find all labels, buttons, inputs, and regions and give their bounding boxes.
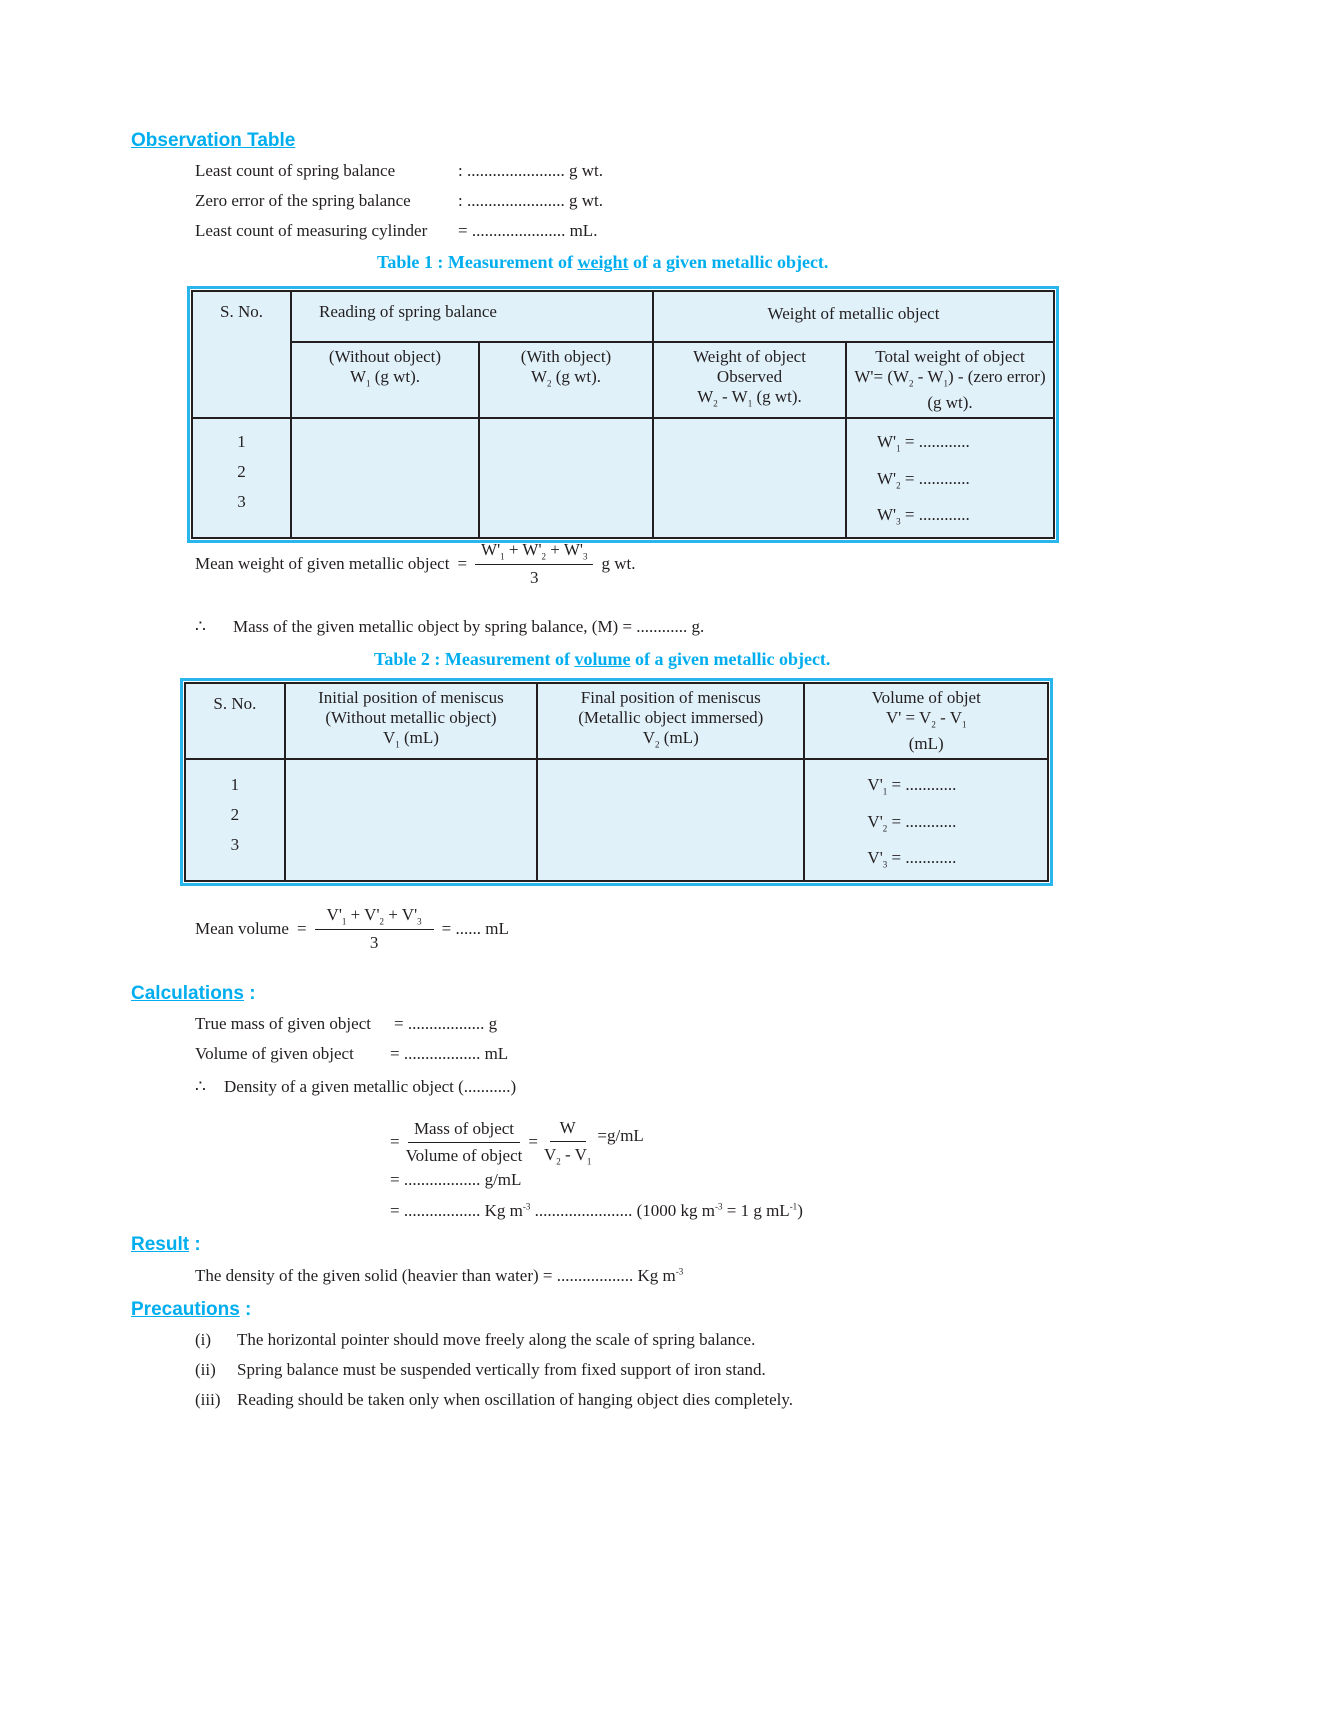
t: -3 (522, 1201, 531, 1212)
t: (Metallic object immersed) (578, 708, 764, 727)
header-initial (285, 683, 537, 759)
t: : (239, 1299, 252, 1320)
therefore-symbol: ∴ (195, 617, 206, 636)
t: 1 (896, 443, 901, 454)
header-volume (804, 683, 1048, 759)
observation-heading (131, 130, 295, 152)
t (867, 807, 1047, 843)
fraction (475, 540, 593, 588)
mean-weight (195, 540, 635, 588)
t: 3 (417, 916, 422, 927)
t: -3 (675, 1266, 684, 1277)
calculations-heading (131, 983, 256, 1005)
t (877, 500, 1053, 536)
t (544, 1142, 591, 1166)
t: ) - (zero error) (947, 367, 1046, 386)
t: 1 (586, 1156, 592, 1167)
t: V' (867, 811, 883, 831)
volume-results (804, 759, 1048, 880)
t: (g wt). (551, 367, 602, 386)
t: W (550, 1118, 586, 1142)
t: = ............ (900, 432, 970, 452)
empty-cell (537, 759, 804, 880)
t: ) (797, 1201, 803, 1220)
t (475, 540, 593, 565)
mean-volume (195, 905, 509, 953)
t: - V (935, 708, 962, 727)
t: 2 (541, 551, 547, 562)
t: W' (481, 540, 501, 559)
calc-value-0: = .................. g (394, 1014, 498, 1033)
t: - W (717, 387, 748, 406)
t (877, 464, 1053, 500)
header-with-object (479, 342, 653, 418)
t: -3 (714, 1201, 723, 1212)
t: 2 (909, 378, 914, 389)
t: 2 (882, 823, 888, 834)
t (294, 367, 476, 393)
caption-underlined: weight (577, 252, 629, 272)
t: Weight of object (693, 347, 806, 366)
density-formula (390, 1118, 644, 1166)
t (482, 367, 650, 393)
empty-cell (285, 759, 537, 880)
t (849, 367, 1051, 393)
table2 (180, 678, 1053, 886)
t: 3 (369, 933, 379, 953)
t: = ............ (887, 811, 957, 831)
obs-label-1: Zero error of the spring balance (195, 191, 411, 210)
t: Result (131, 1234, 190, 1255)
t: V (642, 728, 656, 747)
mass-line: Mass of the given metallic object by spring balance, (M) = ............ g. (233, 617, 705, 636)
t: = (528, 1132, 538, 1152)
t: 1 (365, 378, 371, 389)
t (877, 427, 1053, 463)
t: 1 (237, 432, 246, 452)
t: (g wt). (370, 367, 421, 386)
precaution-num: (iii) (195, 1390, 221, 1409)
t: Mean volume (195, 919, 289, 939)
calc-value-1: = .................. mL (390, 1044, 509, 1063)
heading-text: Observation Table (131, 130, 296, 151)
t: The density of the given solid (heavier than water) = .................. Kg m (195, 1266, 676, 1285)
t: Initial position of meniscus (318, 688, 504, 707)
t (867, 770, 1047, 806)
t: V' (867, 775, 883, 795)
result-text (195, 1266, 683, 1286)
precautions-heading (131, 1299, 251, 1321)
t: (g wt). (752, 387, 802, 406)
t: 1 (961, 719, 967, 730)
fraction (406, 1119, 523, 1166)
t: W (530, 367, 547, 386)
t: 2 (896, 480, 901, 491)
therefore-symbol: ∴ (195, 1077, 206, 1096)
fraction (544, 1118, 591, 1166)
t: = (390, 1132, 400, 1152)
precaution-text: Spring balance must be suspended vertically from fixed support of iron stand. (237, 1360, 766, 1379)
t: V' = V (885, 708, 932, 727)
t: of a given metallic object. (630, 649, 831, 669)
t: (mL) (399, 728, 439, 747)
precaution-text: The horizontal pointer should move freely along the scale of spring balance. (237, 1330, 756, 1349)
t (315, 905, 434, 930)
fraction (315, 905, 434, 953)
obs-label-2: Least count of measuring cylinder (195, 221, 428, 240)
obs-value-2: = ...................... mL. (458, 221, 598, 240)
caption-text: of a given metallic object. (628, 252, 829, 272)
t: Volume of objet (871, 688, 981, 707)
table1 (187, 286, 1059, 543)
t: - V (560, 1145, 587, 1164)
t: : (243, 983, 256, 1004)
header-sno: S. No. (185, 683, 285, 759)
sno-cell (192, 418, 291, 537)
empty-cell (291, 418, 479, 537)
t: 2 (237, 462, 246, 482)
t (656, 387, 843, 413)
t: (Without object) (328, 347, 442, 366)
t: 3 (529, 568, 539, 588)
t (807, 708, 1045, 734)
t: - W (913, 367, 944, 386)
t: 3 (237, 492, 246, 512)
header-weight: Weight of metallic object (653, 291, 1054, 342)
t: + V' (384, 905, 418, 924)
t: g wt. (601, 554, 636, 574)
t: (g wt). (927, 393, 973, 413)
t: =g/mL (597, 1126, 644, 1146)
t: (With object) (520, 347, 612, 366)
t: ....................... (1000 kg m (530, 1201, 715, 1220)
t: + W' (504, 540, 542, 559)
t: 1 (882, 786, 888, 797)
calc-label-0: True mass of given object (195, 1014, 371, 1033)
density-label: Density of a given metallic object (...........) (224, 1077, 517, 1096)
obs-value-0: : ....................... g wt. (458, 161, 603, 180)
header-total (846, 342, 1054, 418)
t: Table 2 : Measurement of (374, 649, 575, 669)
precaution-num: (ii) (195, 1360, 216, 1379)
empty-cell (653, 418, 846, 537)
density-line3 (390, 1201, 803, 1221)
t: Mean weight of given metallic object (195, 554, 450, 574)
t: = 1 g mL (722, 1201, 790, 1220)
t: Volume of object (405, 1145, 523, 1165)
t: Calculations (131, 983, 244, 1004)
t: 3 (896, 516, 901, 527)
t: (Without metallic object) (325, 708, 497, 727)
t: = ............ (887, 848, 957, 868)
t: V' (867, 848, 883, 868)
t (540, 728, 801, 754)
t: 2 (931, 719, 936, 730)
t: 3 (582, 551, 588, 562)
t: 2 (713, 398, 718, 409)
t: 1 (943, 378, 948, 389)
t (288, 728, 534, 754)
calc-label-1: Volume of given object (195, 1044, 354, 1063)
sno-cell (185, 759, 285, 880)
t (867, 843, 1047, 879)
t: (mL) (659, 728, 699, 747)
t: Mass of object (408, 1119, 520, 1143)
t: = (296, 919, 307, 939)
t: = ............ (900, 468, 970, 488)
t: W' (877, 432, 897, 452)
t: Observed (716, 367, 783, 386)
t: (mL) (908, 734, 944, 754)
t: W' (877, 505, 897, 525)
t: volume (574, 649, 631, 669)
obs-value-1: : ....................... g wt. (458, 191, 603, 210)
t: W (349, 367, 366, 386)
t: 2 (546, 378, 552, 389)
header-reading: Reading of spring balance (291, 291, 653, 342)
t: Precautions (131, 1299, 240, 1320)
t: 1 (747, 398, 753, 409)
header-sno: S. No. (192, 291, 291, 418)
obs-label-0: Least count of spring balance (195, 161, 396, 180)
table1-caption (377, 252, 828, 273)
t: W' (877, 468, 897, 488)
t: W (697, 387, 714, 406)
result-heading (131, 1234, 201, 1256)
t: = .................. Kg m (390, 1201, 523, 1220)
t: V (543, 1145, 557, 1164)
weight-results (846, 418, 1054, 537)
t: = ............ (887, 775, 957, 795)
t: 2 (655, 739, 660, 750)
header-final (537, 683, 804, 759)
t: = ............ (900, 505, 970, 525)
header-observed (653, 342, 846, 418)
t: Final position of meniscus (580, 688, 761, 707)
t: 1 (395, 739, 400, 750)
t: 3 (882, 859, 888, 870)
table2-caption (374, 649, 830, 670)
header-without-object (291, 342, 479, 418)
t: = ...... mL (441, 919, 509, 939)
empty-cell (479, 418, 653, 537)
t: 1 (341, 916, 347, 927)
t: W'= (W (854, 367, 910, 386)
t: 2 (379, 916, 385, 927)
t: 2 (230, 805, 240, 825)
t: : (189, 1234, 201, 1255)
t: + V' (346, 905, 380, 924)
precaution-text: Reading should be taken only when oscillation of hanging object dies completely. (237, 1390, 793, 1409)
t: = (457, 554, 468, 574)
density-line2: = .................. g/mL (390, 1170, 522, 1189)
t: V (382, 728, 396, 747)
precaution-num: (i) (195, 1330, 212, 1349)
t: 3 (230, 835, 240, 855)
t: 1 (500, 551, 505, 562)
t: Total weight of object (875, 347, 1025, 366)
t: + W' (546, 540, 583, 559)
t: 1 (230, 775, 240, 795)
t: V' (326, 905, 342, 924)
caption-text: Table 1 : Measurement of (377, 252, 578, 272)
t: 2 (556, 1156, 561, 1167)
t: -1 (789, 1201, 798, 1212)
